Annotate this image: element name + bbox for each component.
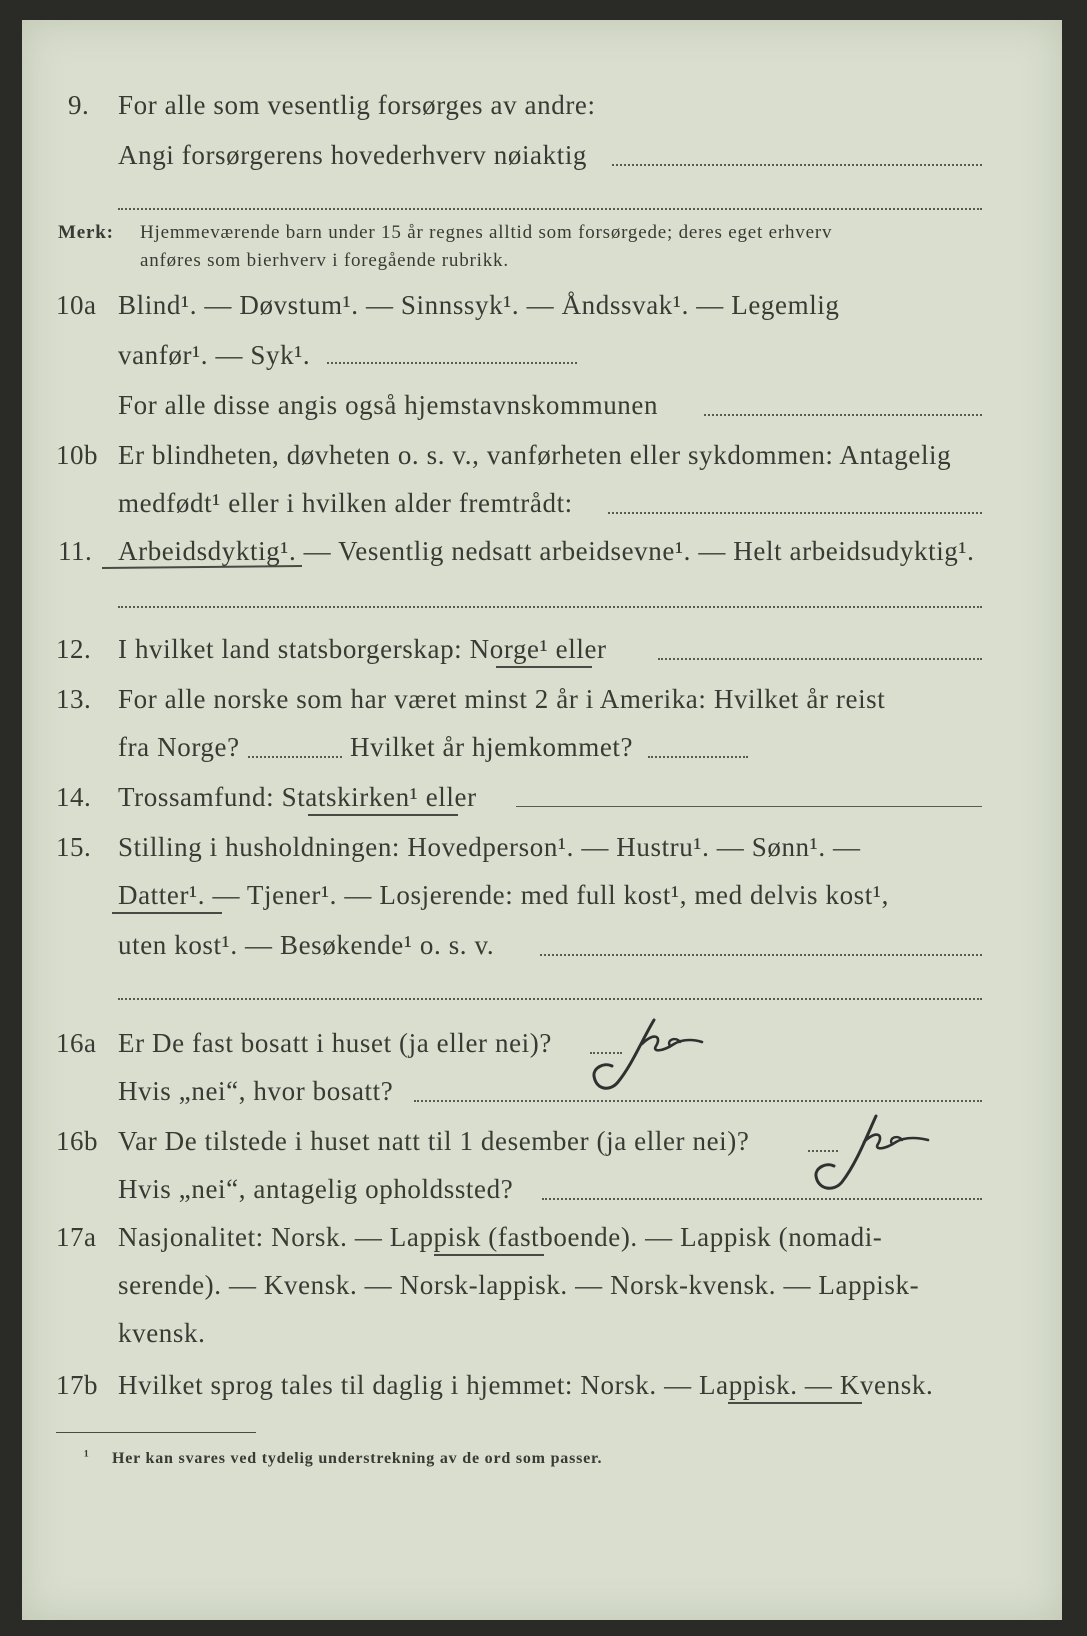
q12-underline-norge: [496, 666, 592, 668]
q10b-line1: Er blindheten, døvheten o. s. v., vanførheten eller sykdommen: Antagelig: [118, 440, 952, 470]
q13-line2a: fra Norge?: [118, 732, 240, 762]
q17b-line1: Hvilket sprog tales til daglig i hjemmet: Norsk. — Lappisk. — Kvensk.: [118, 1370, 934, 1400]
census-form-page: [22, 20, 1062, 1620]
q13-line2b: Hvilket år hjemkommet?: [350, 732, 634, 762]
q9-line2: Angi forsørgerens hovederhverv nøiaktig: [118, 140, 588, 170]
footnote-mark: ¹: [84, 1448, 90, 1465]
item-number-11: 11.: [58, 536, 93, 566]
q10a-line1: Blind¹. — Døvstum¹. — Sinnssyk¹. — Åndssvak¹. — Legemlig: [118, 290, 840, 320]
q15-line1: Stilling i husholdningen: Hovedperson¹. — Hustru¹. — Sønn¹. —: [118, 832, 861, 862]
item-number-10a: 10a: [56, 290, 97, 320]
q11-answer-line[interactable]: [118, 606, 982, 608]
q16b-opholdssted-line[interactable]: [542, 1198, 982, 1200]
q17a-line3: kvensk.: [118, 1318, 206, 1348]
q14-underline-statskirken: [308, 814, 458, 816]
merk-line2: anføres som bierhverv i foregående rubrikk.: [140, 250, 509, 271]
q15-line3: uten kost¹. — Besøkende¹ o. s. v.: [118, 930, 495, 960]
item-number-17a: 17a: [56, 1222, 97, 1252]
q16a-bosatt-line[interactable]: [414, 1100, 982, 1102]
q16b-handwritten-answer: [804, 1106, 934, 1200]
merk-line1: Hjemmeværende barn under 15 år regnes alltid som forsørgede; deres eget erhverv: [140, 222, 833, 243]
q15-underline-datter: [112, 912, 222, 914]
q17a-line2: serende). — Kvensk. — Norsk-lappisk. — Norsk-kvensk. — Lappisk-: [118, 1270, 920, 1300]
q9-answer-line[interactable]: [612, 164, 982, 166]
item-number-17b: 17b: [56, 1370, 98, 1400]
q10b-line2: medfødt¹ eller i hvilken alder fremtrådt:: [118, 488, 573, 518]
q14-line1: Trossamfund: Statskirken¹ eller: [118, 782, 477, 812]
q17b-underline-lappisk: [728, 1402, 862, 1404]
q15-answer-line-2[interactable]: [118, 998, 982, 1000]
q9-answer-line-2[interactable]: [118, 208, 982, 210]
q13-hjemkommet-line[interactable]: [648, 756, 748, 758]
q10a-line3: For alle disse angis også hjemstavnskommunen: [118, 390, 659, 420]
item-number-16b: 16b: [56, 1126, 98, 1156]
q15-answer-line[interactable]: [540, 954, 982, 956]
q16b-line2: Hvis „nei“, antagelig opholdssted?: [118, 1174, 514, 1204]
q16a-line2: Hvis „nei“, hvor bosatt?: [118, 1076, 394, 1106]
item-number-16a: 16a: [56, 1028, 97, 1058]
item-number-9: 9.: [68, 90, 90, 120]
q13-line1: For alle norske som har været minst 2 år i Amerika: Hvilket år reist: [118, 684, 886, 714]
q10a-line2: vanfør¹. — Syk¹.: [118, 340, 311, 370]
q10a-syk-line[interactable]: [327, 362, 577, 364]
q15-line2: Datter¹. — Tjener¹. — Losjerende: med full kost¹, med delvis kost¹,: [118, 880, 889, 910]
q16b-line1: Var De tilstede i huset natt til 1 desember (ja eller nei)?: [118, 1126, 750, 1156]
item-number-10b: 10b: [56, 440, 98, 470]
q12-answer-line[interactable]: [658, 658, 982, 660]
item-number-15: 15.: [56, 832, 92, 862]
q10a-kommune-line[interactable]: [704, 414, 982, 416]
item-number-12: 12.: [56, 634, 92, 664]
q10b-answer-line[interactable]: [608, 512, 982, 514]
q17a-underline-lappisk: [434, 1254, 544, 1256]
footnote-rule: [56, 1432, 256, 1433]
item-number-13: 13.: [56, 684, 92, 714]
q17a-line1: Nasjonalitet: Norsk. — Lappisk (fastboende). — Lappisk (nomadi-: [118, 1222, 883, 1252]
q9-line1: For alle som vesentlig forsørges av andre:: [118, 90, 596, 120]
q16a-line1: Er De fast bosatt i huset (ja eller nei)?: [118, 1028, 552, 1058]
footnote-text: Her kan svares ved tydelig understrekning av de ord som passer.: [112, 1450, 603, 1467]
item-number-14: 14.: [56, 782, 92, 812]
q11-line1: Arbeidsdyktig¹. — Vesentlig nedsatt arbeidsevne¹. — Helt arbeidsudyktig¹.: [118, 536, 975, 566]
merk-label: Merk:: [58, 222, 114, 243]
q13-reist-line[interactable]: [248, 756, 342, 758]
q14-answer-line[interactable]: [516, 806, 982, 807]
q12-line1: I hvilket land statsborgerskap: Norge¹ eller: [118, 634, 607, 664]
q16a-handwritten-answer: [584, 1010, 704, 1100]
